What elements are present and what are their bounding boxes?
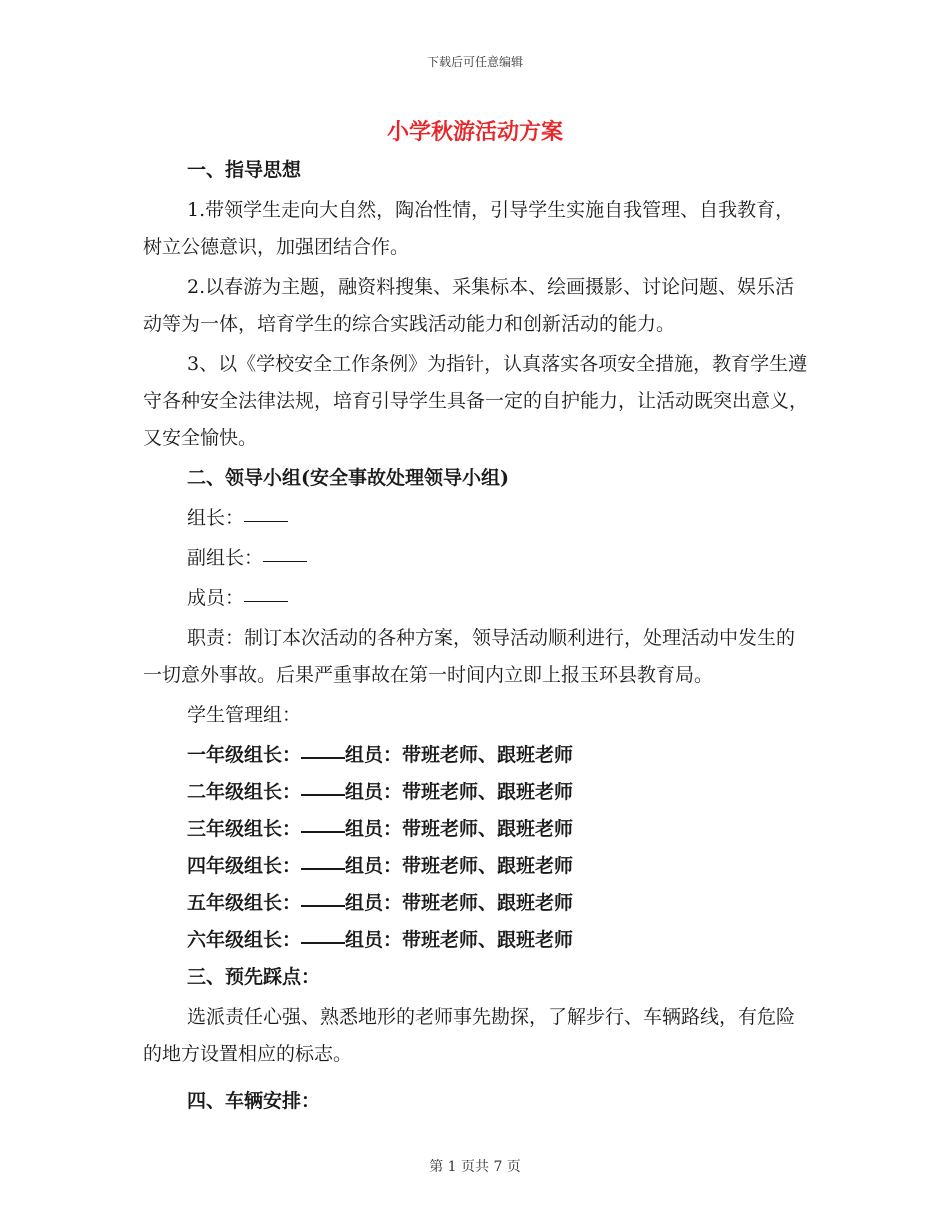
pre-survey-paragraph: 选派责任心强、熟悉地形的老师事先勘探，了解步行、车辆路线，有危险的地方设置相应的标志。 (143, 1006, 796, 1065)
grade-leader-label: 一年级组长： (187, 744, 302, 766)
leader-blank (244, 520, 288, 522)
grade-leader-blank (301, 867, 345, 870)
grade-row (143, 922, 813, 959)
vice-leader-label: 副组长： (187, 547, 264, 569)
paragraph-2: 2.以春游为主题，融资料搜集、采集标本、绘画摄影、讨论问题、娱乐活动等为一体，培育学生的综合实践活动能力和创新活动的能力。 (143, 276, 795, 335)
duty-paragraph: 职责：制订本次活动的各种方案，领导活动顺利进行，处理活动中发生的一切意外事故。后果严重事故在第一时间内立即上报玉环县教育局。 (143, 627, 796, 686)
leader-line (143, 500, 813, 537)
page-header-note: 下载后可任意编辑 (426, 55, 523, 69)
grade-row (143, 885, 813, 922)
grade-members: 组员：带班老师、跟班老师 (345, 855, 574, 877)
grade-members: 组员：带班老师、跟班老师 (345, 744, 574, 766)
grade-leader-blank (301, 941, 345, 944)
section-heading-pre-survey: 三、预先踩点： (187, 966, 321, 988)
grade-leader-label: 二年级组长： (187, 781, 302, 803)
grade-leader-blank (301, 756, 345, 759)
grade-leader-label: 三年级组长： (187, 818, 302, 840)
grade-row (143, 848, 813, 885)
member-line (143, 580, 813, 617)
grade-leader-blank (301, 904, 345, 907)
leader-label: 组长： (187, 507, 245, 529)
grade-leader-blank (301, 830, 345, 833)
grade-members: 组员：带班老师、跟班老师 (345, 892, 574, 914)
grade-members: 组员：带班老师、跟班老师 (345, 818, 574, 840)
section-heading-leadership: 二、领导小组(安全事故处理领导小组) (187, 467, 509, 489)
grade-leader-label: 四年级组长： (187, 855, 302, 877)
grade-leader-label: 六年级组长： (187, 929, 302, 951)
grade-row (143, 737, 813, 774)
grade-row (143, 774, 813, 811)
grade-members: 组员：带班老师、跟班老师 (345, 929, 574, 951)
section-heading-guiding-thought: 一、指导思想 (187, 159, 302, 181)
grade-members: 组员：带班老师、跟班老师 (345, 781, 574, 803)
member-blank (244, 600, 288, 602)
paragraph-3: 3、以《学校安全工作条例》为指针，认真落实各项安全措施，教育学生遵守各种安全法律法规，培育引导学生具备一定的自护能力，让活动既突出意义，又安全愉快。 (143, 353, 809, 449)
page-footer-number: 第 1 页共 7 页 (429, 1159, 521, 1175)
grade-leader-label: 五年级组长： (187, 892, 302, 914)
grade-leader-blank (301, 793, 345, 796)
vice-leader-blank (263, 560, 307, 562)
vice-leader-line (143, 540, 813, 577)
grade-row (143, 811, 813, 848)
document-body (143, 152, 813, 1120)
student-management-label: 学生管理组： (187, 704, 302, 726)
paragraph-1: 1.带领学生走向大自然，陶冶性情，引导学生实施自我管理、自我教育，树立公德意识，加强团结合作。 (143, 199, 795, 258)
document-title: 小学秋游活动方案 (386, 119, 563, 145)
member-label: 成员： (187, 587, 245, 609)
section-heading-vehicles: 四、车辆安排： (187, 1090, 321, 1112)
